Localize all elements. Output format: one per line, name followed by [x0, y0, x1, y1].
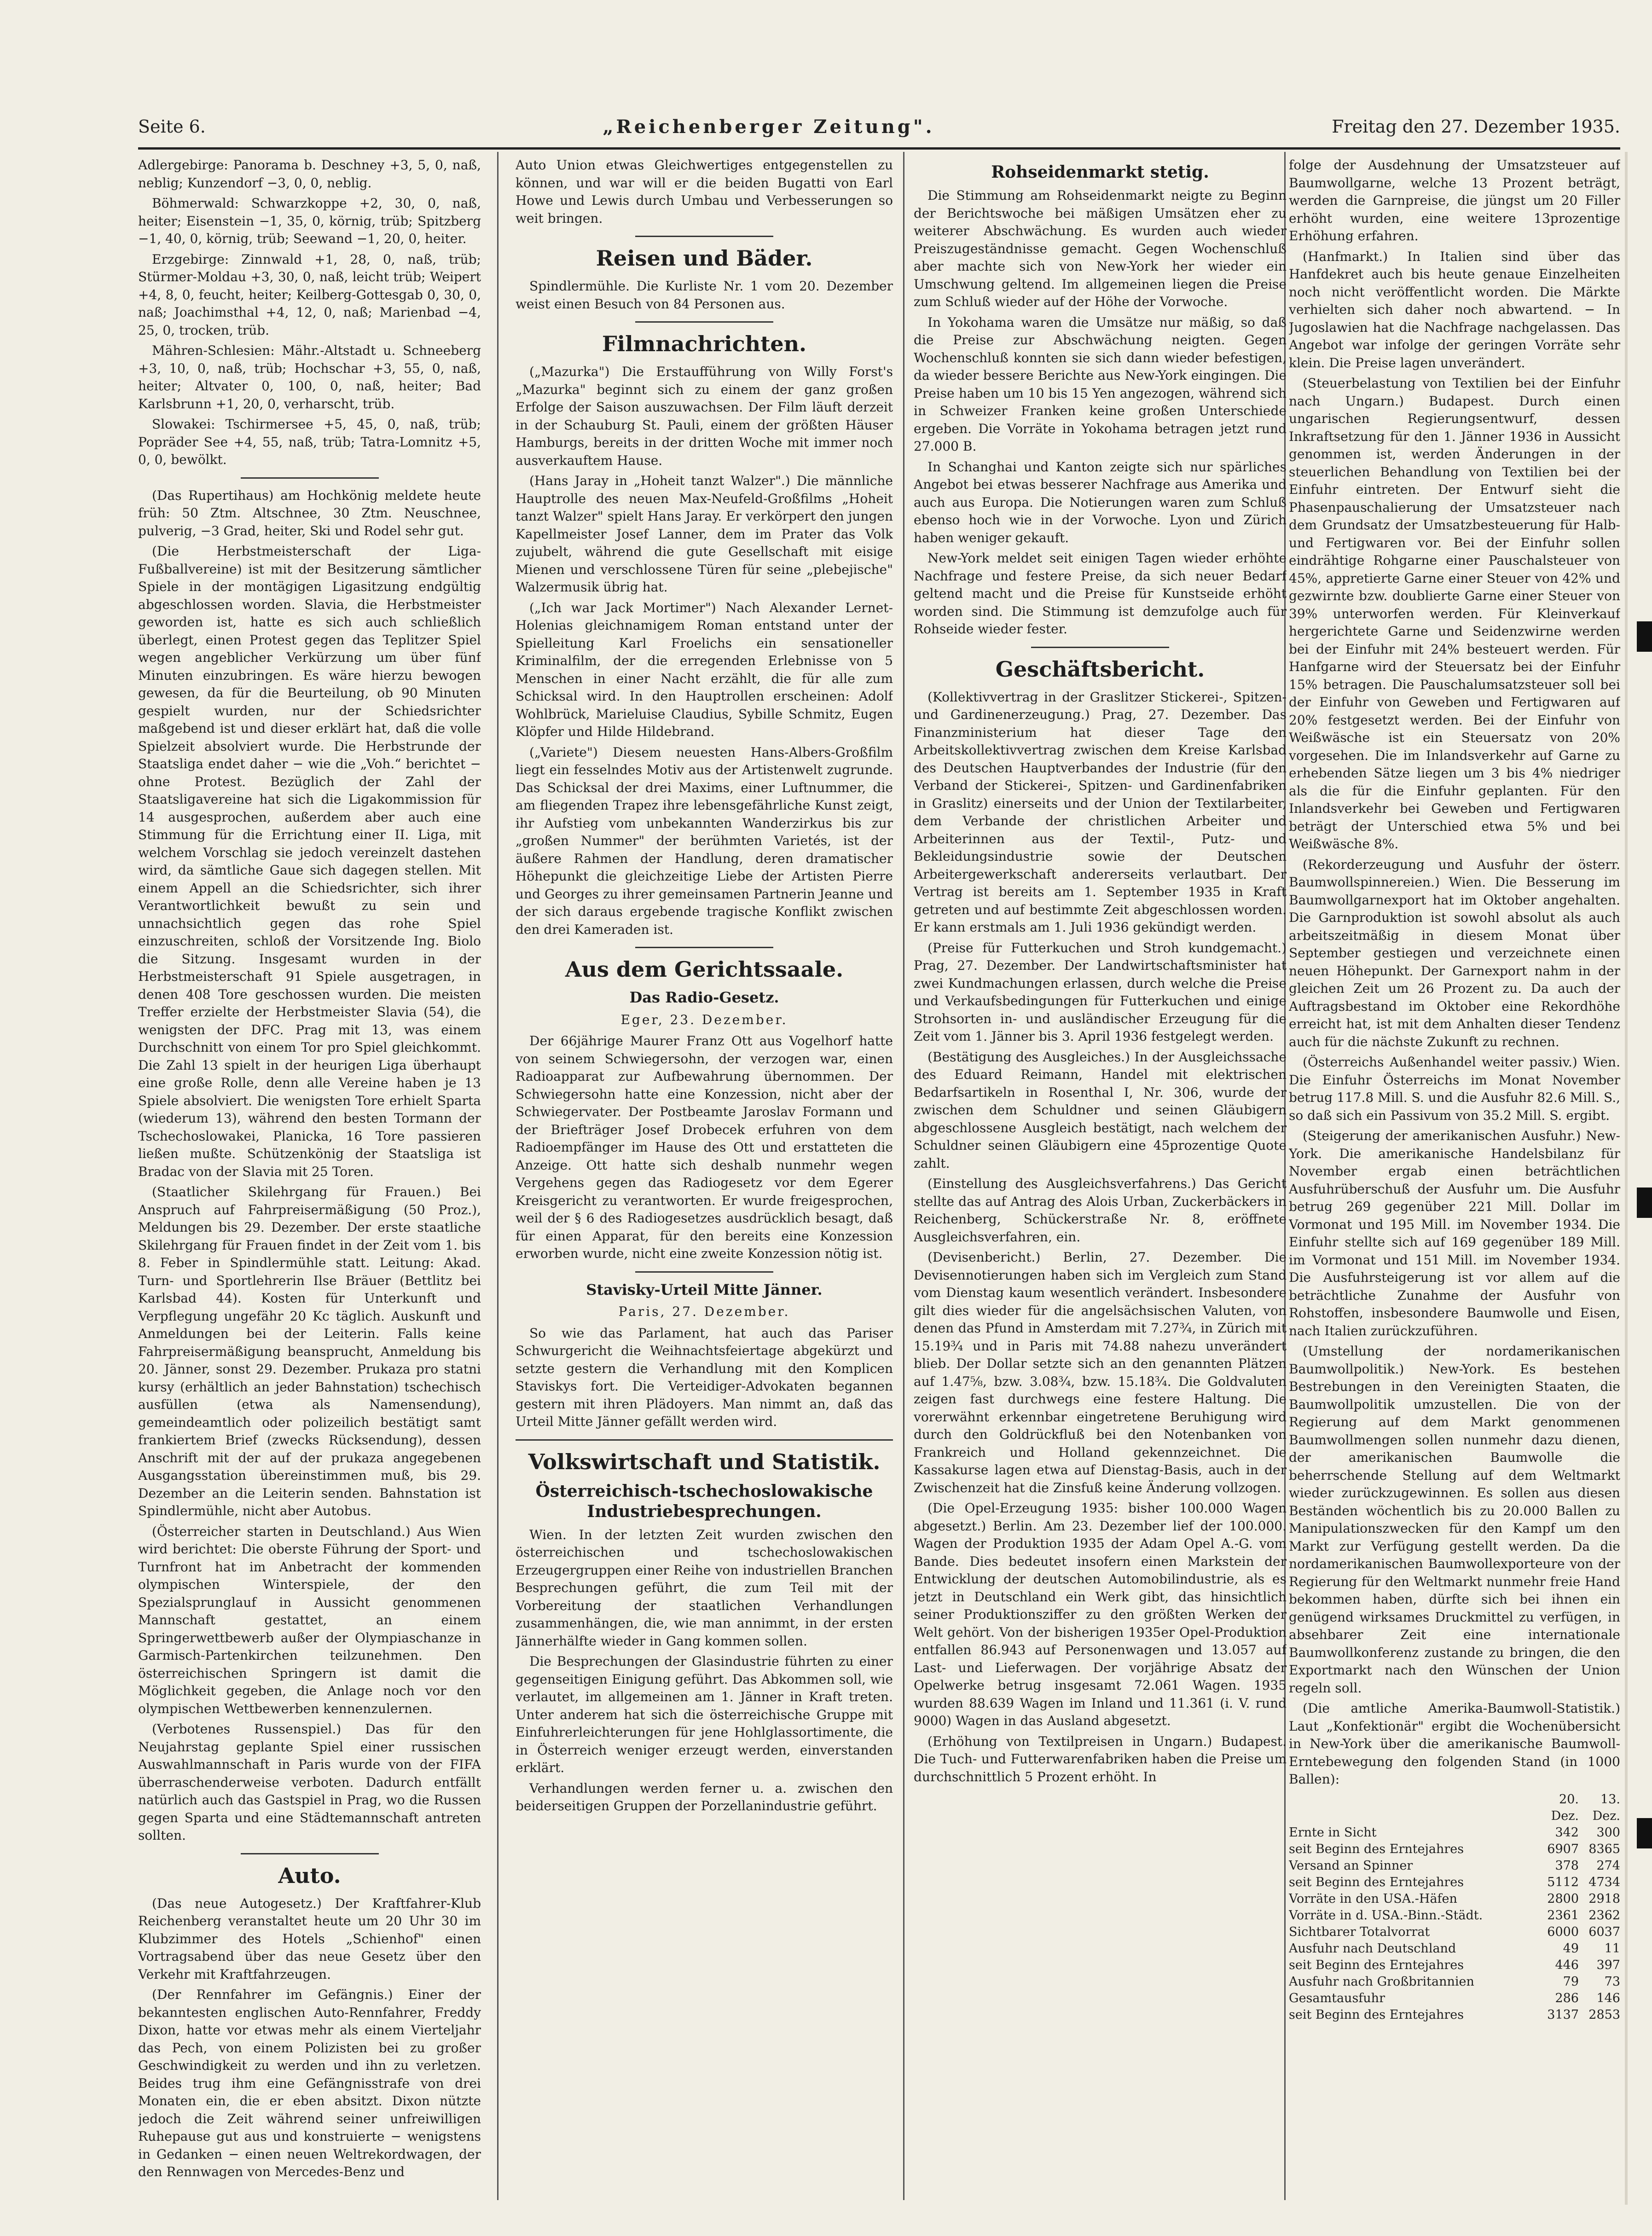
- column-3: [914, 156, 1287, 2200]
- table-cell: 2361: [1547, 1908, 1579, 1923]
- subheading-stavisky: Stavisky-Urteil Mitte Jänner.: [586, 1280, 823, 1298]
- snow-report-maehren: Mähren-Schlesien: Mähr.-Altstadt u. Schneeberg +3, 10, 0, naß, trüb; Hochschar +3, 55, 0, naß, heiter; Altvater 0, 100, 0, naß, heiter; Bad Karlsbrunn +1, 20, 0, verharscht, trüb.: [138, 343, 481, 411]
- table-cell-label: Ausfuhr nach Deutschland: [1289, 1941, 1456, 1956]
- article-steuerbelastung: (Steuerbelastung von Textilien bei der Einfuhr nach Ungarn.) Budapest. Durch einen ungarischen Regierungsentwurf, dessen Inkraftsetzung für den 1. Jänner 1936 in Aussicht genommen ist, werden Änderungen in der steuerlichen Behandlung von Textilien bei der Einfuhr eintreten. Der Entwurf sieht die Phasenpauschalierung der Umsatzsteuer nach dem Grundsatz der Umsatzbesteuerung für Halb- und Fertigwaren vor. Bei der Einfuhr sollen eindrähtige Rohgarne einer Pauschalsteuer von 45%, appretierte Garne einer Steuer von 42% und gezwirnte bzw. doublierte Garne einer Steuer von 39% unterworfen werden. Für Kleinverkauf hergerichtete Garne und Seidenzwirne werden bei der Einfuhr mit 24% besteuert werden. Für Hanfgarne wird der Steuersatz bei der Einfuhr 15% betragen. Die Pauschalumsatzsteuer soll bei der Einfuhr von Geweben und Fertigwaren auf 20% festgesetzt werden. Bei der Einfuhr von Weißwäsche ist ein Steuersatz von 20% vorgesehen. Die im Inlandsverkehr auf Garne zu erhebenden Sätze liegen um 3 bis 4% niedriger als die für die Einfuhr geplanten. Für den Inlandsverkehr bei Geweben und Fertigwaren beträgt der Unterschied etwa 5% und bei Weißwäsche 8%.: [1289, 376, 1620, 852]
- newspaper-title: „Reichenberger Zeitung".: [603, 116, 935, 138]
- section-divider: [635, 1271, 773, 1273]
- section-divider: [635, 947, 773, 948]
- table-cell: 6907: [1547, 1842, 1579, 1856]
- article-devisenbericht: (Devisenbericht.) Berlin, 27. Dezember. Die Devisennotierungen haben sich im Vergleich zum Stand vom Dienstag kaum wesentlich verändert. Insbesondere gilt dies wieder für die angelsächsischen Valuten, von denen das Pfund in Amsterdam mit 7.27¾, in Zürich mit 15.19¾ und in Paris mit 74.88 nahezu unverändert blieb. Der Dollar setzte sich an den genannten Plätzen auf 1.47⅝, bzw. 3.08¾, bzw. 15.18¾. Die Goldvaluten zeigen fast durchwegs eine festere Haltung. Die vorerwähnt erkennbar eingetretene Beruhigung wird durch den Goldrückfluß bei den Notenbanken von Frankreich und Holland gekennzeichnet. Die Kassakurse lagen etwa auf Dienstag-Basis, auch in der Zwischenzeit hat die Zinsfuß keine Änderung vollzogen.: [914, 1250, 1287, 1495]
- article-industrie-3: Verhandlungen werden ferner u. a. zwischen den beiderseitigen Gruppen der Porzellanindustrie geführt.: [516, 1780, 893, 1813]
- article-ausgleichsverfahren: (Einstellung des Ausgleichsverfahrens.) Das Gericht stellte das auf Antrag des Alois Urban, Zuckerbäckers in Reichenberg, Schückerstraße Nr. 8, eröffnete Ausgleichsverfahren, ein.: [914, 1176, 1287, 1245]
- section-heading-geschaeftsbericht: Geschäftsbericht.: [995, 656, 1205, 682]
- article-rennfahrer: (Der Rennfahrer im Gefängnis.) Einer der bekanntesten englischen Auto-Rennfahrer, Freddy Dixon, hatte vor etwas mehr als einem Vierteljahr das Pech, von einem Polizisten bei zu großer Geschwindigkeit zu werden und ihn zu verletzen. Beides trug ihm eine Gefängnisstrafe von drei Monaten ein, die er eben absitzt. Dixon nützte jedoch die Zeit während seiner unfreiwilligen Ruhepause gut aus und konstruierte − wenigstens in Gedanken − einen neuen Weltrekordwagen, der den Rennwagen von Mercedes-Benz und: [138, 1987, 481, 2179]
- dateline-eger: Eger, 23. Dezember.: [620, 1012, 788, 1027]
- article-kollektivvertrag: (Kollektivvertrag in der Graslitzer Stickerei-, Spitzen- und Gardinenerzeugung.) Prag, 27. Dezember. Das Finanzministerium hat dieser Tage den Arbeitskollektivvertrag zwischen dem Kreise Karlsbad des Deutschen Hauptverbandes der Industrie (für den Verband der Stickerei-, Spitzen- und Gardinenfabriken in Graslitz) einerseits und der Union der Textilarbeiter, dem Verbande der christlichen Arbeiter und Arbeiterinnen aus der Textil-, Putz- und Bekleidungsindustrie sowie der Deutschen Arbeitergewerkschaft andererseits verlautbart. Der Vertrag ist bereits am 1. September 1935 in Kraft getreten und auf bestimmte Zeit abgeschlossen worden. Er kann erstmals am 1. Juli 1936 gekündigt werden.: [914, 689, 1287, 935]
- article-baumwoll-statistik: (Die amtliche Amerika-Baumwoll-Statistik.) Laut „Konfektionär" ergibt die Wochenübersicht in New-York über die amerikanische Baumwoll-Erntebewegung den folgenden Stand (in 1000 Ballen):: [1289, 1701, 1620, 1787]
- article-variete: („Variete") Diesem neuesten Hans-Albers-Großfilm liegt ein fesselndes Motiv aus der Artistenwelt zugrunde. Das Schicksal der drei Maxims, einer Luftnummer, die am fliegenden Trapez ihre lebensgefährliche Kunst zeigt, ihr Aufstieg vom unbekannten Wanderzirkus bis zur „großen Nummer" der berühmten Varietés, ist der äußere Rahmen der Handlung, deren dramatischer Höhepunkt die gleichzeitige Liebe der Artisten Pierre und Georges zu ihrer gemeinsamen Partnerin Jeanne und der sich daraus ergebende tragische Konflikt zwischen den drei Kameraden ist.: [516, 744, 893, 937]
- table-cell-label: seit Beginn des Erntejahres: [1289, 2007, 1464, 2022]
- table-row: [1289, 1990, 1620, 2007]
- table-cell: 2362: [1588, 1908, 1620, 1923]
- table-cell: 2918: [1588, 1891, 1620, 1906]
- table-cell: 378: [1555, 1858, 1579, 1873]
- table-header-cell: [1289, 1791, 1537, 1825]
- table-cell-label: seit Beginn des Erntejahres: [1289, 1875, 1464, 1889]
- table-row: [1289, 1974, 1620, 1990]
- article-amerikanische-ausfuhr: (Steigerung der amerikanischen Ausfuhr.) New-York. Die amerikanische Handelsbilanz für November ergab einen beträchtlichen Ausfuhrüberschuß der Ausfuhr um. Die Ausfuhr betrug 269 gegenüber 221 Mill. Dollar im Vormonat und 195 Mill. im November 1934. Die Einfuhr stellte sich auf 169 gegenüber 189 Mill. im Vormonat und 151 Mill. im November 1934. Die Ausfuhrsteigerung ist vor allem auf die beträchtliche Zunahme der Ausfuhr von Rohstoffen, insbesondere Baumwolle und Eisen, nach Italien zurückzuführen.: [1289, 1128, 1620, 1338]
- table-cell-label: seit Beginn des Erntejahres: [1289, 1842, 1464, 1856]
- section-divider: [635, 321, 773, 323]
- table-row: [1289, 1924, 1620, 1941]
- snow-report-erzgebirge: Erzgebirge: Zinnwald +1, 28, 0, naß, trüb; Stürmer-Moldau +3, 30, 0, naß, leicht trüb; Weipert +4, 8, 0, feucht, heiter; Keilberg-Gottesgab 0, 30, 0, naß; Joachimsthal +4, 12, 0, naß; Marienbad −4, 25, 0, trocken, trüb.: [138, 251, 481, 338]
- cotton-statistics-table: [1289, 1791, 1620, 2023]
- table-cell: 274: [1596, 1858, 1620, 1873]
- article-herbstmeisterschaft: (Die Herbstmeisterschaft der Liga-Fußballvereine) ist mit der Besitzerung sämtlicher Spiele in der montägigen Ligasitzung endgültig abgeschlossen worden. Slavia, die Herbstmeister geworden ist, hatte es sich auch schließlich überlegt, einen Protest gegen das Teplitzer Spiel wegen angeblicher Verkürzung um über fünf Minuten einzubringen. Es wäre hierzu bewogen gewesen, da für die Beurteilung, ob 90 Minuten gespielt wurden, nur der Schiedsrichter maßgebend ist und dieser erklärt hat, daß die volle Spielzeit absolviert wurde. Die Herbstrunde der Staatsliga endet daher − wie die „Voh.“ berichtet − ohne Protest. Bezüglich der Zahl der Staatsligavereine hat sich die Ligakommission für 14 ausgesprochen, außerdem aber auch eine Stimmung für die Errichtung einer II. Liga, mit welchem Vorschlag sie jedoch vereinzelt dastehen wird, da sämtliche Gaue sich dagegen stellen. Mit einem Appell an die Schiedsrichter, sich ihrer Verantwortlichkeit bewußt zu sein und unnachsichtlich gegen das rohe Spiel einzuschreiten, schloß der Vorsitzende Ing. Biolo die Sitzung. Insgesamt wurden in der Herbstmeisterschaft 91 Spiele ausgetragen, in denen 408 Tore geschossen wurden. Die meisten Treffer erzielte der Herbstmeister Slavia (54), die wenigsten der DFC. Prag mit 13, was einem Durchschnitt von einem Tor pro Spiel gleichkommt. Die Zahl 13 spielt in der heurigen Liga überhaupt eine große Rolle, denn alle Vereine haben je 13 Spiele absolviert. Die wenigsten Tore erhielt Sparta (wiederum 13), während den besten Tormann der Tschechoslowakei, Planicka, 16 Tore passieren ließen mußte. Schützenkönig der Staatsliga ist Bradac von der Slavia mit 25 Toren.: [138, 544, 481, 1179]
- table-cell: 8365: [1588, 1842, 1620, 1856]
- column-1: [138, 156, 481, 2200]
- section-heading-reisen: Reisen und Bäder.: [596, 246, 813, 271]
- table-cell-label: Ausfuhr nach Großbritannien: [1289, 1974, 1474, 1989]
- table-row: [1289, 2007, 1620, 2023]
- article-rohseide-4: New-York meldet seit einigen Tagen wieder erhöhte Nachfrage und festere Preise, da sich neuer Bedarf geltend macht und die Preise für Kunstseide erhöht worden sind. Die Stimmung ist demzufolge auch für Rohseide wieder fester.: [914, 550, 1287, 637]
- article-skilehrgang: (Staatlicher Skilehrgang für Frauen.) Bei Anspruch auf Fahrpreisermäßigung (50 Proz.), Meldungen bis 29. Dezember. Der erste staatliche Skilehrgang für Frauen findet in der Zeit vom 1. bis 8. Feber in Spindlermühle statt. Leitung: Akad. Turn- und Sportlehrerin Ilse Bräuer (Bettlitz bei Karlsbad 44). Kosten für Unterkunft und Verpflegung ungefähr 20 Kc täglich. Auskunft und Anmeldungen bei der Leiterin. Falls keine Fahrpreisermäßigung beansprucht, Anmeldung bis 20. Jänner, sonst 29. Dezember. Prukaza pro statni kursy (erhältlich an jeder Bahnstation) tschechisch ausfüllen (etwa als Namensendung), gemeindeamtlich oder polizeilich bestätigt samt frankiertem Brief (zwecks Rücksendung), dessen Anschrift mit der auf der prukaza angegebenen Ausgangsstation übereinstimmen muß, bis 29. Dezember an die Leiterin senden. Bahnstation ist Spindlermühle, nicht aber Autobus.: [138, 1184, 481, 1518]
- table-cell: 446: [1555, 1958, 1579, 1972]
- table-cell-label: Vorräte in den USA.-Häfen: [1289, 1891, 1457, 1906]
- table-cell: 300: [1596, 1825, 1620, 1840]
- table-cell: 2800: [1547, 1891, 1579, 1906]
- table-header-cell: 20. Dez.: [1551, 1792, 1579, 1823]
- table-cell-label: Sichtbarer Totalvorrat: [1289, 1924, 1430, 1939]
- column-2: [516, 156, 893, 2200]
- subheading-radio-gesetz: Das Radio-Gesetz.: [629, 989, 779, 1006]
- table-cell-label: Vorräte in d. USA.-Binn.-Städt.: [1289, 1908, 1483, 1923]
- table-cell: 4734: [1588, 1875, 1620, 1889]
- table-cell: 79: [1563, 1974, 1579, 1989]
- table-row: [1289, 1874, 1620, 1891]
- table-row: [1289, 1907, 1620, 1924]
- article-rennfahrer-cont: Auto Union etwas Gleichwertiges entgegenstellen zu können, und war will er die beiden Bugatti von Earl Howe und Lewis durch Umbau und Verbesserungen so weit bringen.: [516, 157, 893, 226]
- article-autogesetz: (Das neue Autogesetz.) Der Kraftfahrer-Klub Reichenberg veranstaltet heute um 20 Uhr 30 im Klubzimmer des Hotels „Schienhof" einen Vortragsabend über das neue Gesetz über den Verkehr mit Kraftfahrzeugen.: [138, 1895, 481, 1982]
- article-spindlermuehle: Spindlermühle. Die Kurliste Nr. 1 vom 20. Dezember weist einen Besuch von 84 Personen aus.: [516, 278, 893, 312]
- article-baumwollspinnereien: (Rekorderzeugung und Ausfuhr der österr. Baumwollspinnereien.) Wien. Die Besserung im Baumwollgarnexport hat im Oktober angehalten. Die Garnproduktion ist sowohl absolut als auch arbeitszeitmäßig in diesem Monat über September gestiegen und verzeichnete einen neuen Höhepunkt. Der Garnexport nahm in der gleichen Zeit um 26 Prozent zu. Da auch der Auftragsbestand im Oktober eine Rekordhöhe erreicht hat, ist mit dem Anhalten dieser Tendenz auch für die nächste Zukunft zu rechnen.: [1289, 857, 1620, 1049]
- table-cell-label: Ernte in Sicht: [1289, 1825, 1377, 1840]
- section-heading-gericht: Aus dem Gerichtssaale.: [565, 957, 844, 982]
- article-radio-gesetz: Der 66jährige Maurer Franz Ott aus Vogelhorf hatte von seinem Schwiegersohn, der verzogen war, einen Radioapparat zur Aufbewahrung übernommen. Der Schwiegersohn hatte eine Konzession, nicht aber der Schwiegervater. Der Postbeamte Jaroslav Formann und der Briefträger Josef Drobecek erfuhren von dem Radioempfänger im Hause des Ott und erstatteten die Anzeige. Ott hatte sich deshalb nunmehr wegen Vergehens gegen das Radiogesetz vor dem Egerer Kreisgericht zu verantworten. Er wurde freigesprochen, weil der § 6 des Radiogesetzes ausdrücklich besagt, daß für einen Apparat, für den bereits eine Konzession erworben wurde, nicht eine zweite Konzession nötig ist.: [516, 1033, 893, 1261]
- section-heading-auto: Auto.: [278, 1863, 341, 1888]
- article-rohseide-1: Die Stimmung am Rohseidenmarkt neigte zu Beginn der Berichtswoche bei mäßigen Umsätzen eher zu weiterer Abschwächung. Es wurden auch wieder Preiszugeständnisse gemacht. Gegen Wochenschluß aber machte sich von New-York her wieder ein Umschwung geltend. Im allgemeinen liegen die Preise zum Schluß wieder auf der Höhe der Vorwoche.: [914, 188, 1287, 309]
- article-opel: (Die Opel-Erzeugung 1935: bisher 100.000 Wagen abgesetzt.) Berlin. Am 23. Dezember lief der 100.000. Wagen der Produktion 1935 der Adam Opel A.-G. vom Bande. Dies bedeutet insofern einen Markstein der Entwicklung der deutschen Automobilindustrie, als es jetzt in Deutschland ein Werk gibt, das hinsichtlich seiner Produktionsziffer zu den größten Werken der Welt gehört. Von der bisherigen 1935er Opel-Produktion entfallen 86.943 auf Personenwagen und 13.057 auf Last- und Lieferwagen. Der vorjährige Absatz der Opelwerke betrug insgesamt 72.061 Wagen. 1935 wurden 88.639 Wagen im Inland und 11.361 (i. V. rund 9000) Wagen in das Ausland abgesetzt.: [914, 1500, 1287, 1728]
- table-cell: 6000: [1547, 1924, 1579, 1939]
- article-baumwollpolitik: (Umstellung der nordamerikanischen Baumwollpolitik.) New-York. Es bestehen Bestrebungen in den Vereinigten Staaten, die Baumwollpolitik umzustellen. Die von der Regierung auf dem Markt genommenen Baumwollmengen sollen nunmehr dazu dienen, der amerikanischen Baumwolle die beherrschende Stellung auf dem Weltmarkt wieder zurückzugewinnen. Es sollen aus diesen Beständen wöchentlich bis zu 20.000 Ballen zu Manipulationszwecken für den Kampf um den Markt zur Verfügung gestellt werden. Da die nordamerikanischen Baumwollexporteure von der Regierung für den Weltmarkt nunmehr freie Hand bekommen haben, dürfte sich bei ihnen ein genügend wirksames Druckmittel zu verfügen, in absehbarer Zeit eine internationale Baumwollkonferenz zustande zu bringen, die den Exportmarkt nach den Wünschen der Union regeln soll.: [1289, 1344, 1620, 1696]
- page-number: Seite 6.: [138, 116, 206, 137]
- table-cell: 146: [1596, 1991, 1620, 2005]
- column-divider: [903, 152, 904, 2200]
- article-textilpreise: (Erhöhung von Textilpreisen in Ungarn.) Budapest. Die Tuch- und Futterwarenfabriken haben die Preise um durchschnittlich 5 Prozent erhöht. In: [914, 1733, 1287, 1784]
- table-header-cell: 13. Dez.: [1592, 1792, 1620, 1823]
- page-fold-shadow: [1625, 152, 1628, 2205]
- table-row: [1289, 1941, 1620, 1957]
- table-row: [1289, 1841, 1620, 1858]
- article-aussenhandel: (Österreichs Außenhandel weiter passiv.) Wien. Die Einfuhr Österreichs im Monat November betrug 117.8 Mill. S. und die Ausfuhr 82.6 Mill. S., so daß sich ein Passivum von 35.2 Mill. S. ergibt.: [1289, 1054, 1620, 1123]
- column-divider: [497, 152, 498, 2200]
- dateline-paris: Paris, 27. Dezember.: [618, 1304, 790, 1319]
- table-cell-label: Versand an Spinner: [1289, 1858, 1413, 1873]
- binding-tab: [1637, 621, 1652, 652]
- article-ausgleich: (Bestätigung des Ausgleiches.) In der Ausgleichssache des Eduard Reimann, Handel mit elektrischen Bedarfsartikeln in Rosenthal I, Nr. 306, wurde der zwischen dem Schuldner und seinen Gläubigern abgeschlossene Ausgleich bestätigt, nach welchem der Schuldner seinen Gläubigern eine 45prozentige Quote zahlt.: [914, 1049, 1287, 1171]
- headline-industriebesprechungen: Österreichisch-tschechoslowakische Industriebesprechungen.: [535, 1481, 873, 1521]
- table-cell-label: Gesamtausfuhr: [1289, 1991, 1385, 2005]
- article-rohseide-3: In Schanghai und Kanton zeigte sich nur spärliches Angebot bei etwas besserer Nachfrage aus Amerika und auch aus Europa. Die Notierungen waren zum Schluß ebenso hoch wie in der Vorwoche. Lyon und Zürich haben weniger gekauft.: [914, 459, 1287, 545]
- headline-rohseidenmarkt: Rohseidenmarkt stetig.: [991, 162, 1209, 182]
- table-header-row: [1289, 1791, 1620, 1825]
- issue-date: Freitag den 27. Dezember 1935.: [1332, 116, 1620, 137]
- article-oesterreicher: (Österreicher starten in Deutschland.) Aus Wien wird berichtet: Die oberste Führung der Sport- und Turnfront hat im Anbetracht der kommenden olympischen Winterspiele, der den Spezialsprunglauf in Aussicht genommenen Mannschaft gestattet, an einem Springerwettbewerb außer der Olympiaschanze in Garmisch-Partenkirchen teilzunehmen. Den österreichischen Springern ist damit die Möglichkeit gegeben, die Anlage noch vor den olympischen Wettbewerben kennenzulernen.: [138, 1523, 481, 1716]
- table-row: [1289, 1825, 1620, 1841]
- section-heading-volkswirtschaft: Volkswirtschaft und Statistik.: [528, 1449, 881, 1474]
- table-row: [1289, 1891, 1620, 1907]
- snow-report-adlergebirge: Adlergebirge: Panorama b. Deschney +3, 5, 0, naß, neblig; Kunzendorf −3, 0, 0, neblig.: [138, 157, 481, 191]
- table-cell: 286: [1555, 1991, 1579, 2005]
- table-cell: 397: [1596, 1958, 1620, 1972]
- section-divider: [241, 1853, 379, 1854]
- article-hans-jaray: (Hans Jaray in „Hoheit tanzt Walzer".) Die männliche Hauptrolle des neuen Max-Neufeld-Großfilms „Hoheit tanzt Walzer" spielt Hans Jaray. Er verkörpert den jungen Kapellmeister Josef Lanner, dem im Prater das Volk zujubelt, während die gute Gesellschaft mit eisige Mienen und verschlossene Türen für seine „plebejische" Walzermusik übrig hat.: [516, 473, 893, 595]
- table-row: [1289, 1957, 1620, 1974]
- section-divider: [241, 477, 379, 479]
- table-cell: 342: [1555, 1825, 1579, 1840]
- article-russenspiel: (Verbotenes Russenspiel.) Das für den Neujahrstag geplante Spiel einer russischen Auswahlmannschaft in Paris wurde von der FIFA überraschenderweise verboten. Dadurch entfällt natürlich auch das Gastspiel in Prag, wo die Russen gegen Sparta und eine Städtemannschaft antreten sollten.: [138, 1721, 481, 1843]
- page-header: [138, 106, 1620, 147]
- table-cell: 11: [1604, 1941, 1620, 1956]
- article-industrie-1: Wien. In der letzten Zeit wurden zwischen den österreichischen und tschechoslowakischen Erzeugergruppen einer Reihe von industriellen Branchen Besprechungen geführt, die zum Teil mit der Vorbereitung der staatlichen Verhandlungen zusammenhängen, die, wie man annimmt, in der ersten Jännerhälfte wieder in Gang kommen sollen.: [516, 1527, 893, 1649]
- article-industrie-2: Die Besprechungen der Glasindustrie führten zu einer gegenseitigen Einigung geführt. Das Abkommen soll, wie verlautet, im allgemeinen am 1. Jänner in Kraft treten. Unter anderem hat sich die österreichische Gruppe mit Einfuhrerleichterungen für jene Hohlglassortimente, die in Österreich weniger erzeugt werden, einverstanden erklärt.: [516, 1654, 893, 1775]
- article-jack-mortimer: („Ich war Jack Mortimer") Nach Alexander Lernet-Holenias gleichnamigem Roman entstand unter der Spielleitung Karl Froelichs ein sensationeller Kriminalfilm, der die erregenden Erlebnisse von 5 Menschen in einer Nacht erzählt, die für alle zum Schicksal wird. In den Hauptrollen erscheinen: Adolf Wohlbrück, Marieluise Claudius, Sybille Schmitz, Eugen Klöpfer und Hilde Hildebrand.: [516, 600, 893, 739]
- table-row: [1289, 1858, 1620, 1874]
- table-cell: 49: [1563, 1941, 1579, 1956]
- header-rule: [138, 147, 1620, 150]
- table-cell: 5112: [1547, 1875, 1579, 1889]
- section-heading-film: Filmnachrichten.: [602, 331, 807, 356]
- table-cell: 2853: [1588, 2007, 1620, 2022]
- snow-report-boehmerwald: Böhmerwald: Schwarzkoppe +2, 30, 0, naß, heiter; Eisenstein −1, 35, 0, körnig, trüb; Spitzberg −1, 40, 0, körnig, trüb; Seewand −1, 20, 0, heiter.: [138, 196, 481, 246]
- section-divider: [516, 1439, 893, 1441]
- table-cell-label: seit Beginn des Erntejahres: [1289, 1958, 1464, 1972]
- table-cell: 3137: [1547, 2007, 1579, 2022]
- article-rohseide-2: In Yokohama waren die Umsätze nur mäßig, so daß die Preise zur Abschwächung neigten. Gegen Wochenschluß konnten sie sich dann wieder befestigen, da wieder bessere Berichte aus New-York eingingen. Die Preise haben um 10 bis 15 Yen angezogen, während sich in Schweizer Franken keine großen Unterschiede ergeben. Die Vorräte in Yokohama betragen jetzt rund 27.000 B.: [914, 314, 1287, 454]
- section-divider: [1031, 647, 1169, 648]
- article-futterkuchen: (Preise für Futterkuchen und Stroh kundgemacht.) Prag, 27. Dezember. Der Landwirtschaftsminister hat zwei Kundmachungen erlassen, durch welche die Preise und Verkaufsbedingungen für Futterkuchen und einige Strohsorten in- und ausländischer Erzeugung für die Zeit vom 1. Jänner bis 3. April 1936 festgelegt werden.: [914, 940, 1287, 1044]
- table-cell: 73: [1604, 1974, 1620, 1989]
- column-4: [1289, 156, 1620, 2200]
- snow-report-slowakei: Slowakei: Tschirmersee +5, 45, 0, naß, trüb; Popräder See +4, 55, naß, trüb; Tatra-Lomnitz +5, 0, 0, bewölkt.: [138, 417, 481, 467]
- section-divider: [635, 236, 773, 237]
- table-cell: 6037: [1588, 1924, 1620, 1939]
- article-rupertihaus: (Das Rupertihaus) am Hochkönig meldete heute früh: 50 Ztm. Altschnee, 30 Ztm. Neuschnee, pulverig, −3 Grad, heiter, Ski und Rodel sehr gut.: [138, 487, 481, 539]
- article-textilpreise-cont: folge der Ausdehnung der Umsatzsteuer auf Baumwollgarne, welche 13 Prozent beträgt, werden die Garnpreise, die jüngst um 20 Filler erhöht wurden, eine weitere 13prozentige Erhöhung erfahren.: [1289, 157, 1620, 243]
- article-stavisky: So wie das Parlament, hat auch das Pariser Schwurgericht die Weihnachtsfeiertage abgekürzt und setzte gestern die Verhandlung mit den Komplicen Staviskys fort. Die Verteidiger-Advokaten begannen gestern mit ihren Plädoyers. Man nimmt an, daß das Urteil Mitte Jänner gefällt werden wird.: [516, 1325, 893, 1429]
- binding-tab: [1637, 1818, 1652, 1848]
- article-mazurka: („Mazurka") Die Erstaufführung von Willy Forst's „Mazurka" beginnt sich zu einem der ganz großen Erfolge der Saison auszuwachsen. Der Film läuft derzeit in der Schauburg St. Pauli, einem der größten Häuser Hamburgs, bereits in der dritten Woche mit immer noch ausverkauftem Hause.: [516, 364, 893, 468]
- binding-tab: [1637, 1188, 1652, 1218]
- article-hanfmarkt: (Hanfmarkt.) In Italien sind über das Hanfdekret auch bis heute genaue Einzelheiten noch nicht veröffentlicht worden. Die Märkte verhielten sich daher noch abwartend. − In Jugoslawien hat die Nachfrage nachgelassen. Das Angebot war infolge der geringen Vorräte sehr klein. Die Preise lagen unverändert.: [1289, 249, 1620, 371]
